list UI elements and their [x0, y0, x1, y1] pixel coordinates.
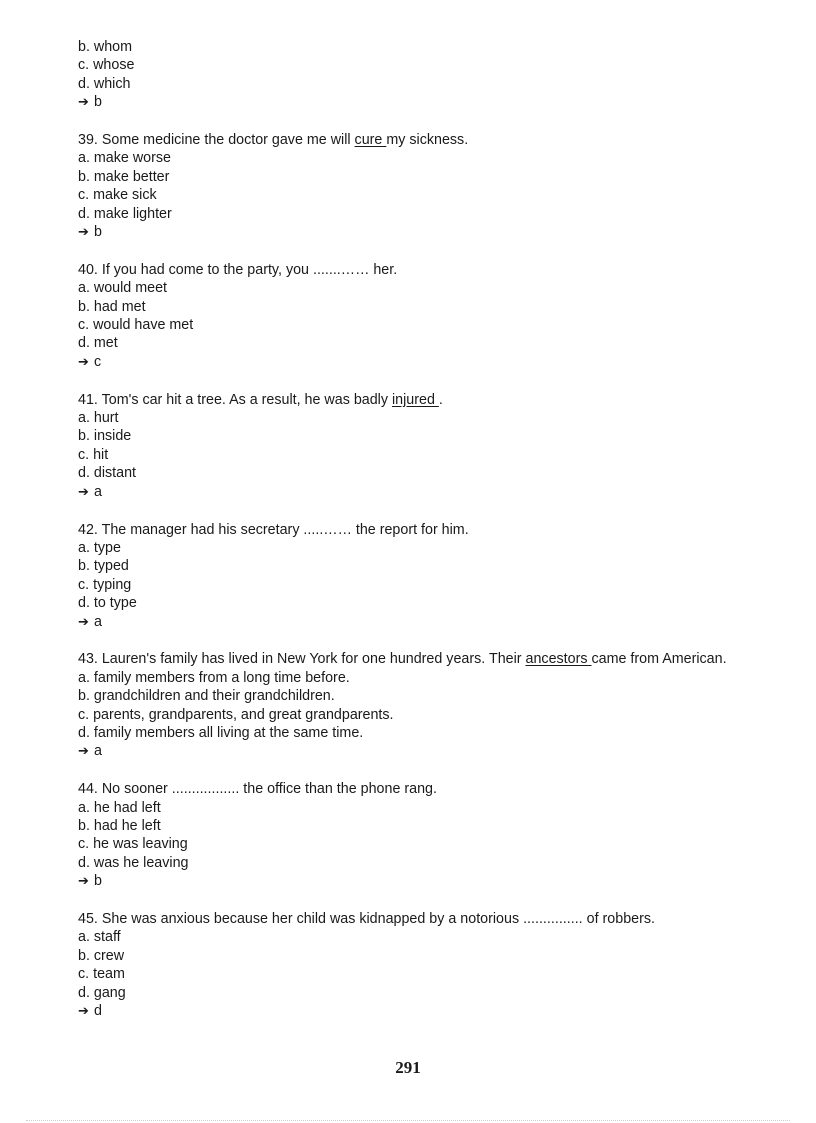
option-b: b. make better: [78, 168, 170, 185]
question-40: 40. If you had come to the party, you .......…… her.: [78, 261, 398, 278]
answer: ➔ b: [78, 872, 768, 891]
option-b: b. typed: [78, 558, 129, 575]
option-b: b. grandchildren and their grandchildren.: [78, 688, 335, 705]
arrow-icon: ➔: [78, 874, 89, 890]
answer: ➔ b: [78, 223, 768, 242]
question-44: 44. No sooner ................. the office than the phone rang.: [78, 781, 437, 798]
question-42: 42. The manager had his secretary .....…… the report for him.: [78, 521, 469, 538]
option-b: b. had met: [78, 298, 146, 315]
option-d: d. which: [78, 75, 131, 92]
option-c: c. hit: [78, 446, 109, 463]
page-number: 291: [395, 1058, 421, 1077]
answer: ➔ a: [78, 483, 768, 502]
footer-divider: [26, 1120, 790, 1121]
option-b: b. whom: [78, 39, 133, 55]
underlined-word: cure: [354, 132, 387, 149]
option-a: a. would meet: [78, 280, 168, 297]
answer: ➔ a: [78, 613, 768, 632]
option-a: a. he had left: [78, 799, 161, 816]
option-d: d. to type: [78, 595, 137, 612]
arrow-icon: ➔: [78, 354, 89, 370]
option-c: c. would have met: [78, 317, 194, 334]
arrow-icon: ➔: [78, 614, 89, 630]
option-c: c. typing: [78, 576, 132, 593]
option-c: c. he was leaving: [78, 836, 188, 853]
option-c: c. whose: [78, 57, 135, 74]
option-b: b. crew: [78, 947, 125, 964]
option-d: d. make lighter: [78, 205, 172, 222]
arrow-icon: ➔: [78, 225, 89, 241]
option-a: a. make worse: [78, 150, 171, 167]
question-43: 43. Lauren's family has lived in New York for one hundred years. Their ancestors came from American.: [78, 651, 727, 668]
arrow-icon: ➔: [78, 744, 89, 760]
option-d: d. gang: [78, 984, 126, 1001]
option-c: c. make sick: [78, 187, 157, 204]
option-c: c. team: [78, 966, 125, 983]
document-body: [78, 38, 768, 1021]
question-41: 41. Tom's car hit a tree. As a result, he was badly injured .: [78, 391, 443, 408]
question-45: 45. She was anxious because her child was kidnapped by a notorious ............... of robbers.: [78, 910, 655, 927]
answer: ➔ a: [78, 742, 768, 761]
option-a: a. family members from a long time before.: [78, 669, 350, 686]
underlined-word: injured: [391, 391, 439, 408]
option-d: d. was he leaving: [78, 854, 189, 871]
arrow-icon: ➔: [78, 95, 89, 111]
option-b: b. had he left: [78, 817, 161, 834]
underlined-word: ancestors: [525, 651, 592, 668]
arrow-icon: ➔: [78, 1004, 89, 1020]
option-a: a. staff: [78, 929, 121, 946]
arrow-icon: ➔: [78, 484, 89, 500]
option-d: d. met: [78, 335, 118, 352]
option-d: d. distant: [78, 465, 137, 482]
option-a: a. type: [78, 539, 121, 556]
option-d: d. family members all living at the same time.: [78, 724, 364, 741]
answer: ➔ b: [78, 93, 768, 112]
answer: ➔ c: [78, 353, 768, 372]
option-a: a. hurt: [78, 410, 119, 427]
option-c: c. parents, grandparents, and great grandparents.: [78, 706, 394, 723]
answer: ➔ d: [78, 1002, 768, 1021]
option-b: b. inside: [78, 428, 132, 445]
question-39: 39. Some medicine the doctor gave me will cure my sickness.: [78, 132, 469, 149]
